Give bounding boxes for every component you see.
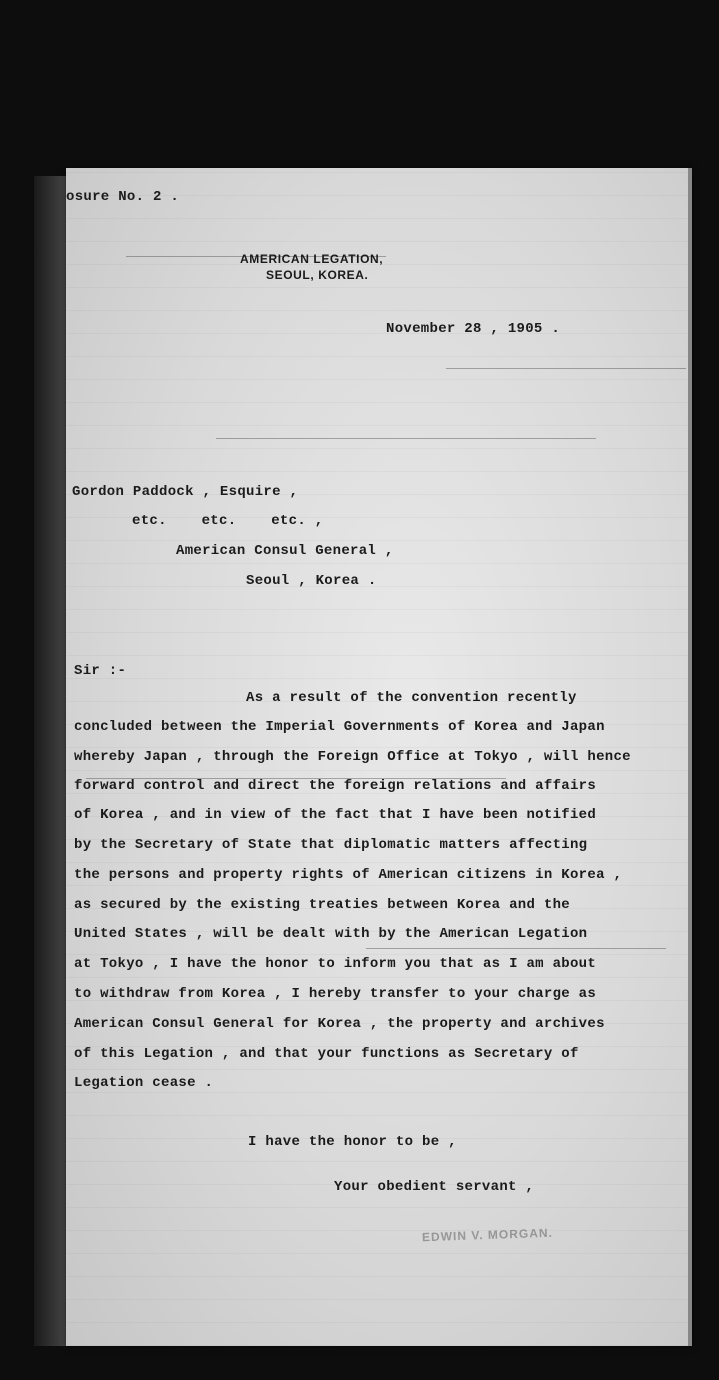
addressee-line: Seoul , Korea .	[246, 573, 377, 589]
scan-scratch	[366, 948, 666, 949]
letterhead-line-2: SEOUL, KOREA.	[266, 268, 369, 282]
closing-line: Your obedient servant ,	[334, 1179, 535, 1195]
body-line: whereby Japan , through the Foreign Office at Tokyo , will hence	[74, 749, 631, 765]
addressee-line: American Consul General ,	[176, 543, 394, 559]
scan-scratch	[216, 438, 596, 439]
body-line: As a result of the convention recently	[246, 690, 577, 706]
addressee-line: etc. etc. etc. ,	[132, 513, 324, 529]
salutation: Sir :-	[74, 663, 127, 679]
letterhead-line-1: AMERICAN LEGATION,	[240, 252, 384, 266]
addressee-line: Gordon Paddock , Esquire ,	[72, 484, 299, 500]
body-line: to withdraw from Korea , I hereby transfer to your charge as	[74, 986, 597, 1002]
body-line: of this Legation , and that your functions as Secretary of	[74, 1046, 579, 1062]
page-edge	[688, 168, 692, 1346]
enclosure-label: osure No. 2 .	[66, 189, 180, 205]
letter-page	[66, 168, 692, 1346]
closing-line: I have the honor to be ,	[248, 1134, 457, 1150]
scan-scratch	[446, 368, 686, 369]
body-line: forward control and direct the foreign relations and affairs	[74, 778, 597, 794]
signature-stamp: EDWIN V. MORGAN.	[421, 1225, 554, 1245]
body-line: at Tokyo , I have the honor to inform you that as I am about	[74, 956, 597, 972]
body-line: United States , will be dealt with by the American Legation	[74, 926, 588, 942]
body-line: as secured by the existing treaties between Korea and the	[74, 897, 570, 913]
body-line: by the Secretary of State that diplomatic matters affecting	[74, 837, 588, 853]
body-line: concluded between the Imperial Governments of Korea and Japan	[74, 719, 605, 735]
letter-date: November 28 , 1905 .	[386, 321, 561, 337]
body-line: American Consul General for Korea , the property and archives	[74, 1016, 605, 1032]
body-line: the persons and property rights of American citizens in Korea ,	[74, 867, 623, 883]
body-line: Legation cease .	[74, 1075, 214, 1091]
body-line: of Korea , and in view of the fact that I have been notified	[74, 807, 597, 823]
